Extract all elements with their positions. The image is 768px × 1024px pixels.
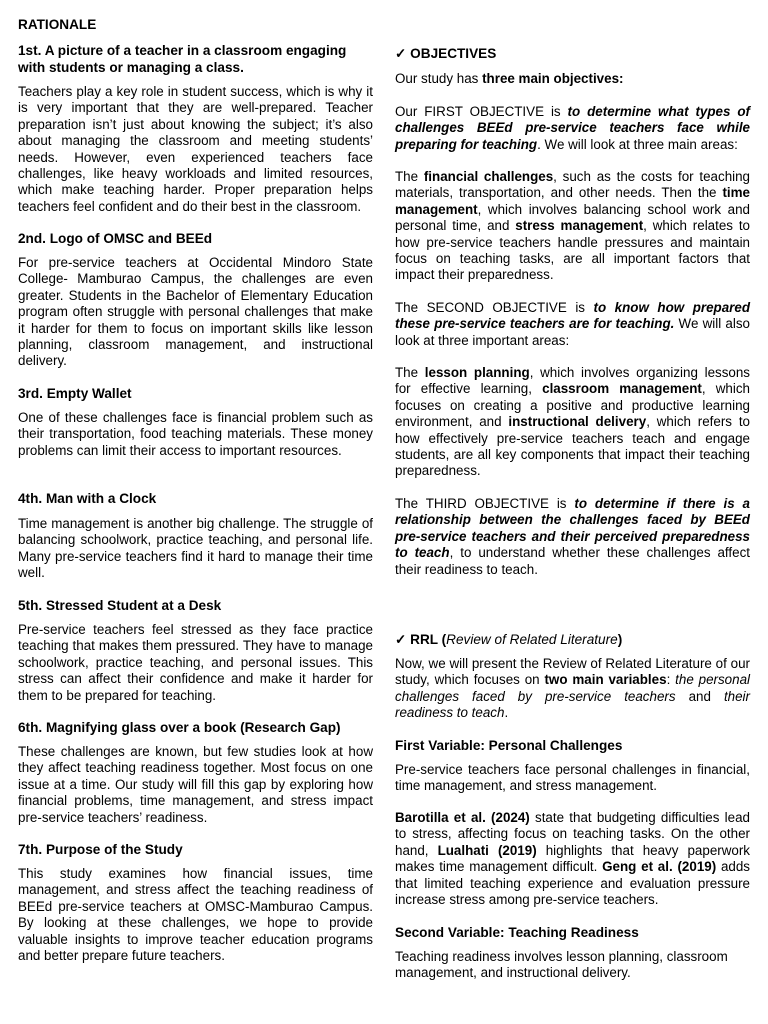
objective-2-tail: We will also look at three important areas: — [395, 316, 750, 348]
objective-2 — [395, 300, 750, 349]
objective-1-label: Our FIRST OBJECTIVE is — [395, 104, 568, 119]
text: , which refers to how effectively pre-service teachers teach and engage students, are all key components that impact their teaching preparedness. — [395, 414, 750, 479]
term-classroom-management: classroom management — [542, 381, 702, 397]
text: and — [675, 688, 724, 704]
section-4-body: Time management is another big challenge. The struggle of balancing schoolwork, practice teaching, and personal life. Many pre-service teachers find it hard to manage their time well. — [18, 516, 373, 581]
objective-1 — [395, 104, 750, 153]
text: , which relates to how pre-service teachers handle pressures and maintain focus on teaching tasks, are all important factors that impact their preparedness. — [395, 218, 750, 283]
section-4-heading: 4th. Man with a Clock — [18, 491, 157, 506]
objective-1-tail: . We will look at three main areas: — [537, 136, 738, 152]
term-lesson-planning: lesson planning — [424, 365, 530, 380]
objective-3-tail: , to understand whether these challenges affect their readiness to teach. — [395, 545, 750, 577]
text: The — [395, 365, 425, 380]
checkmark-icon: ✓ — [395, 46, 407, 61]
variable-2-italic: their readiness to teach — [395, 688, 750, 721]
section-3-heading: 3rd. Empty Wallet — [18, 386, 132, 401]
text: state that budgeting difficulties lead to stress, affecting focus on teaching tasks. On the other hand, — [395, 810, 750, 858]
objectives-heading — [395, 46, 750, 63]
text: . — [504, 705, 509, 721]
term-time-management: time management — [395, 185, 750, 217]
term-financial-challenges: financial challenges — [423, 169, 554, 184]
section-7-heading: 7th. Purpose of the Study — [18, 842, 183, 857]
citation-lualhati: Lualhati (2019) — [437, 842, 537, 858]
variable-1-body: Pre-service teachers face personal challenges in financial, time management, and stress management. — [395, 762, 750, 794]
variable-1-heading: First Variable: Personal Challenges — [395, 738, 623, 753]
objective-3 — [395, 496, 750, 578]
objective-3-statement: to determine if there is a relationship between the challenges faced by BEEd pre-service teachers and their perceived preparedness to teach — [395, 496, 750, 561]
objective-3-label: The THIRD OBJECTIVE is — [395, 496, 575, 511]
text: , which involves organizing lessons for effective learning, — [395, 365, 750, 397]
objective-2-areas — [395, 365, 750, 480]
intro-text: Our study has — [395, 71, 483, 86]
section-6-heading: 6th. Magnifying glass over a book (Research Gap) — [18, 720, 341, 735]
term-stress-management: stress management — [515, 218, 644, 234]
text: Now, we will present the Review of Related Literature of our study, which focuses on — [395, 656, 750, 688]
section-3-body: One of these challenges face is financial problem such as their transportation, food teaching materials. These money problems can limit their access to important resources. — [18, 410, 373, 458]
objective-1-areas — [395, 169, 750, 284]
text: , which involves balancing school work and personal time, and — [395, 201, 750, 234]
text: , which focuses on creating a positive and productive learning environment, and — [395, 381, 750, 430]
section-5-heading: 5th. Stressed Student at a Desk — [18, 598, 222, 613]
rrl-expansion: Review of Related Literature — [446, 632, 618, 647]
variable-2-heading: Second Variable: Teaching Readiness — [395, 925, 639, 940]
citation-barotilla: Barotilla et al. (2024) — [395, 810, 530, 825]
rrl-intro — [395, 656, 750, 722]
intro-emphasis: three main objectives: — [482, 71, 624, 86]
checkmark-icon: ✓ — [395, 632, 407, 647]
text: : — [666, 672, 676, 688]
text: adds that limited teaching experience and evaluation pressure increase stress among pre-service teachers. — [395, 859, 750, 908]
term-instructional-delivery: instructional delivery — [508, 414, 647, 430]
section-7-body: This study examines how financial issues, time management, and stress affect the teaching readiness of BEEd pre-service teachers at OMSC-Mamburao Campus. By looking at these challenges, we hope to provide valuable insights to improve teacher education programs and better prepare future teachers. — [18, 866, 373, 964]
objectives-intro — [395, 71, 750, 87]
objectives-heading-text: OBJECTIVES — [410, 46, 497, 61]
objective-1-statement: to determine what types of challenges BEEd pre-service teachers face while preparing for teaching — [395, 104, 750, 152]
document-title: RATIONALE — [18, 17, 97, 32]
section-2-body: For pre-service teachers at Occidental Mindoro State College- Mamburao Campus, the challenges are even greater. Students in the Bachelor of Elementary Education program often struggle with personal challenges that make it harder for them to focus on important skills like lesson planning, classroom management, and instructional delivery. — [18, 255, 373, 369]
variable-1-citations — [395, 810, 750, 908]
rrl-label: RRL ( — [410, 632, 447, 647]
rrl-close: ) — [617, 632, 623, 647]
section-1-body: Teachers play a key role in student success, which is why it is very important that they are well-prepared. Teacher preparation isn’t just about knowing the subject; it’s also about managing the classroom and meeting students’ needs. However, even experienced teachers face challenges, like heavy workloads and limited resources, which make teaching harder. Proper preparation helps teachers feel confident and do their best in the classroom. — [18, 84, 373, 214]
text: The — [395, 169, 424, 184]
term-two-variables: two main variables — [544, 672, 667, 688]
text: highlights that heavy paperwork makes time management difficult. — [395, 842, 751, 875]
citation-geng: Geng et al. (2019) — [602, 859, 717, 875]
section-6-body: These challenges are known, but few studies look at how they affect teaching readiness together. Most focus on one issue at a time. Our study will fill this gap by exploring how financial problems, time management, and stress impact pre-service teachers’ readiness. — [18, 744, 373, 825]
section-1-heading: 1st. A picture of a teacher in a classroom engaging with students or managing a class. — [18, 43, 347, 75]
variable-2-body: Teaching readiness involves lesson planning, classroom management, and instructional delivery. — [395, 949, 728, 981]
section-5-body: Pre-service teachers feel stressed as they face practice teaching that makes them pressured. They have to manage schoolwork, practice teaching, and personal issues. This stress can affect their confidence and make it harder for them to be prepared for teaching. — [18, 622, 373, 703]
section-2-heading: 2nd. Logo of OMSC and BEEd — [18, 231, 213, 246]
rrl-heading — [395, 632, 750, 649]
objective-2-label: The SECOND OBJECTIVE is — [395, 300, 594, 315]
text: , such as the costs for teaching materials, transportation, and other needs. Then the — [395, 169, 751, 201]
variable-1-italic: the personal challenges faced by pre-service teachers — [395, 672, 750, 704]
objective-2-statement: to know how prepared these pre-service teachers are for teaching. — [395, 300, 750, 332]
